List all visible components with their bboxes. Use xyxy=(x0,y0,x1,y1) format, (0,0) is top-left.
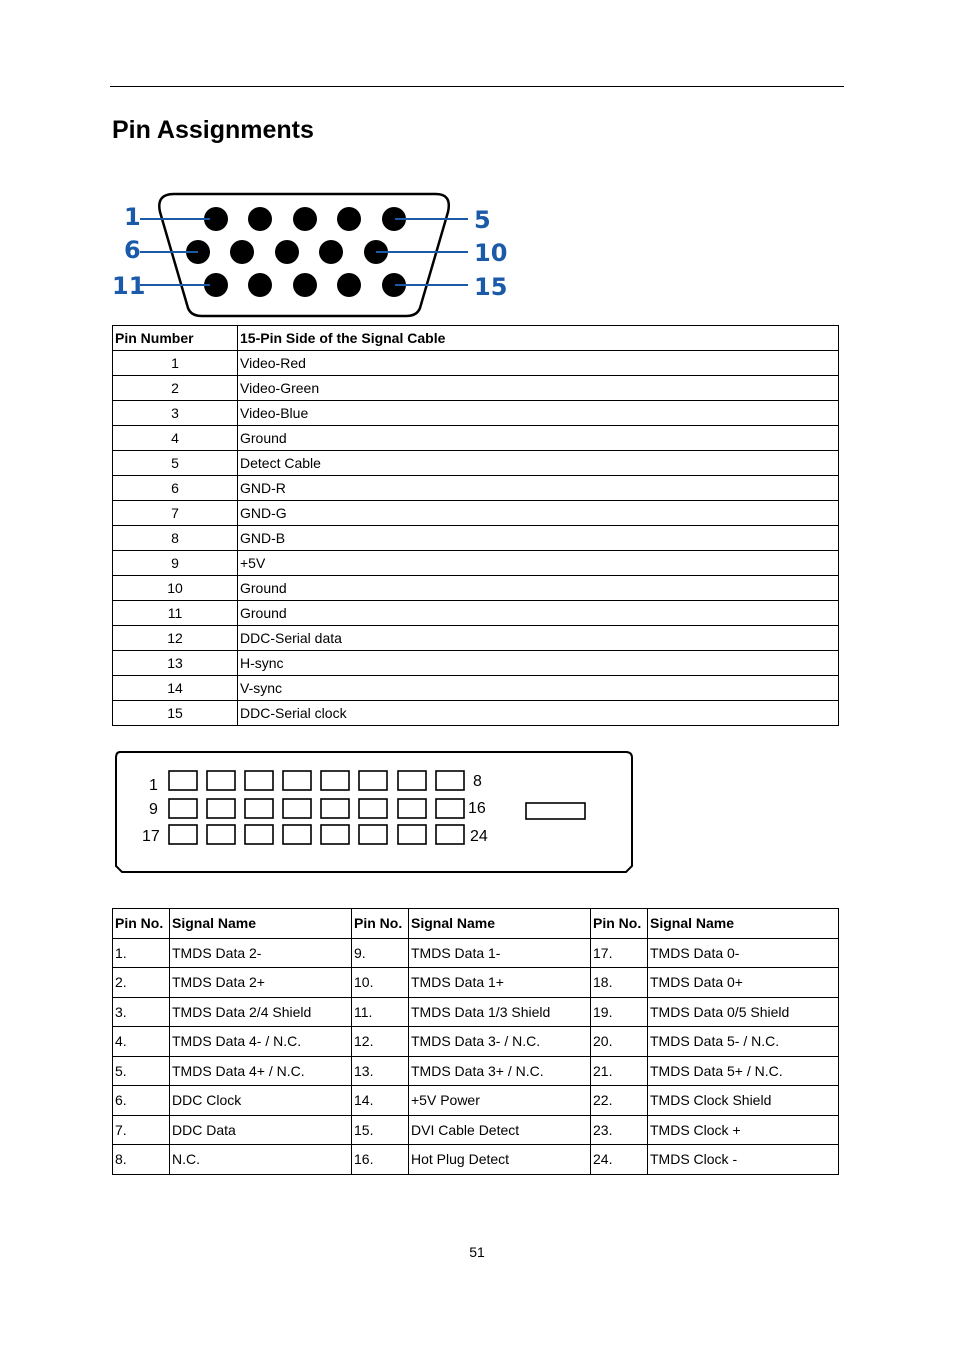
vga-pin xyxy=(337,207,361,231)
dvi-pin xyxy=(207,799,235,818)
signal-cell: Ground xyxy=(238,576,839,601)
signal-cell: TMDS Data 0/5 Shield xyxy=(648,997,839,1027)
signal-cell: TMDS Clock - xyxy=(648,1145,839,1175)
signal-cell: N.C. xyxy=(170,1145,352,1175)
pin-number-cell: 15. xyxy=(352,1115,409,1145)
column-header: Signal Name xyxy=(648,909,839,939)
column-header: Pin No. xyxy=(591,909,648,939)
table-row xyxy=(113,1027,839,1057)
table-header-row xyxy=(113,326,839,351)
vga-label-11: 11 xyxy=(112,272,146,300)
signal-cell: +5V xyxy=(238,551,839,576)
pin-number-cell: 12. xyxy=(352,1027,409,1057)
table-row xyxy=(113,526,839,551)
signal-cell: GND-G xyxy=(238,501,839,526)
dvi-connector-shell xyxy=(116,752,632,872)
pin-number-cell: 22. xyxy=(591,1086,648,1116)
table-row xyxy=(113,968,839,998)
pin-number-cell: 23. xyxy=(591,1115,648,1145)
signal-cell: Video-Red xyxy=(238,351,839,376)
dvi-pin xyxy=(283,771,311,790)
table-row xyxy=(113,1086,839,1116)
pin-number-cell: 4. xyxy=(113,1027,170,1057)
vga-pin xyxy=(230,240,254,264)
pin-number-cell: 7. xyxy=(113,1115,170,1145)
pin-number-cell: 6. xyxy=(113,1086,170,1116)
pin-number-cell: 3. xyxy=(113,997,170,1027)
pin-number-cell: 9. xyxy=(352,938,409,968)
signal-cell: GND-R xyxy=(238,476,839,501)
pin-number-cell: 6 xyxy=(113,476,238,501)
signal-cell: TMDS Data 5+ / N.C. xyxy=(648,1056,839,1086)
dvi-pin xyxy=(321,799,349,818)
table-row xyxy=(113,1056,839,1086)
pin-number-cell: 12 xyxy=(113,626,238,651)
pin-number-cell: 1. xyxy=(113,938,170,968)
signal-cell: H-sync xyxy=(238,651,839,676)
dvi-pin xyxy=(359,825,387,844)
dvi-label-1: 1 xyxy=(149,777,158,794)
signal-cell: TMDS Data 1- xyxy=(409,938,591,968)
vga-label-5: 5 xyxy=(474,206,491,234)
header-rule xyxy=(110,86,844,87)
dvi-pin xyxy=(169,771,197,790)
table-row xyxy=(113,1145,839,1175)
dvi-label-8: 8 xyxy=(473,773,482,790)
dvi-pin xyxy=(245,771,273,790)
table-row xyxy=(113,351,839,376)
pin-number-cell: 11 xyxy=(113,601,238,626)
vga-pin xyxy=(248,207,272,231)
dvi-pin xyxy=(245,799,273,818)
pin-number-cell: 8. xyxy=(113,1145,170,1175)
column-header: Pin No. xyxy=(113,909,170,939)
pin-number-cell: 13 xyxy=(113,651,238,676)
signal-cell: TMDS Data 0+ xyxy=(648,968,839,998)
pin-number-cell: 3 xyxy=(113,401,238,426)
vga-pins xyxy=(186,207,406,297)
table-row xyxy=(113,676,839,701)
table-row xyxy=(113,601,839,626)
signal-cell: GND-B xyxy=(238,526,839,551)
column-header: Signal Name xyxy=(170,909,352,939)
signal-cell: TMDS Data 1+ xyxy=(409,968,591,998)
vga-label-6: 6 xyxy=(124,236,141,264)
vga-pin xyxy=(337,273,361,297)
dvi-pin xyxy=(321,771,349,790)
signal-cell: DDC-Serial clock xyxy=(238,701,839,726)
vga-pin xyxy=(319,240,343,264)
dvi-pin xyxy=(398,799,426,818)
signal-cell: TMDS Data 2/4 Shield xyxy=(170,997,352,1027)
dvi-pin xyxy=(207,771,235,790)
vga-label-10: 10 xyxy=(474,239,508,267)
dvi-pin xyxy=(169,799,197,818)
signal-cell: Video-Green xyxy=(238,376,839,401)
pin-number-cell: 10 xyxy=(113,576,238,601)
table-row xyxy=(113,551,839,576)
table-row xyxy=(113,576,839,601)
pin-number-cell: 19. xyxy=(591,997,648,1027)
signal-cell: DDC-Serial data xyxy=(238,626,839,651)
table-row xyxy=(113,938,839,968)
vga-pin-table xyxy=(112,325,839,726)
pin-number-cell: 5 xyxy=(113,451,238,476)
pin-number-cell: 2. xyxy=(113,968,170,998)
vga-pin xyxy=(293,207,317,231)
signal-cell: TMDS Data 4+ / N.C. xyxy=(170,1056,352,1086)
table-row xyxy=(113,701,839,726)
pin-number-cell: 21. xyxy=(591,1056,648,1086)
dvi-label-16: 16 xyxy=(468,800,486,817)
pin-number-cell: 24. xyxy=(591,1145,648,1175)
table-row xyxy=(113,426,839,451)
dvi-pin xyxy=(321,825,349,844)
pin-number-cell: 2 xyxy=(113,376,238,401)
signal-cell: TMDS Data 4- / N.C. xyxy=(170,1027,352,1057)
signal-cell: TMDS Data 2- xyxy=(170,938,352,968)
table-row xyxy=(113,451,839,476)
pin-number-cell: 14. xyxy=(352,1086,409,1116)
pin-number-cell: 8 xyxy=(113,526,238,551)
table-row xyxy=(113,626,839,651)
pin-number-cell: 14 xyxy=(113,676,238,701)
table-row xyxy=(113,376,839,401)
pin-number-cell: 1 xyxy=(113,351,238,376)
signal-cell: Detect Cable xyxy=(238,451,839,476)
signal-cell: Ground xyxy=(238,601,839,626)
pin-number-cell: 18. xyxy=(591,968,648,998)
dvi-pin xyxy=(359,799,387,818)
table-row xyxy=(113,1115,839,1145)
signal-cell: +5V Power xyxy=(409,1086,591,1116)
dvi-pins xyxy=(169,771,464,844)
page-title: Pin Assignments xyxy=(112,116,314,144)
dvi-pin xyxy=(359,771,387,790)
dvi-pin xyxy=(207,825,235,844)
pin-number-cell: 9 xyxy=(113,551,238,576)
table-row xyxy=(113,476,839,501)
pin-number-cell: 7 xyxy=(113,501,238,526)
pin-number-cell: 20. xyxy=(591,1027,648,1057)
dvi-connector-diagram xyxy=(112,748,636,878)
dvi-pin xyxy=(436,825,464,844)
dvi-pin-table xyxy=(112,908,839,1175)
vga-pin xyxy=(275,240,299,264)
dvi-label-9: 9 xyxy=(149,801,158,818)
column-header: Pin Number xyxy=(113,326,238,351)
dvi-pin xyxy=(169,825,197,844)
signal-cell: DDC Clock xyxy=(170,1086,352,1116)
pin-number-cell: 4 xyxy=(113,426,238,451)
dvi-pin xyxy=(283,825,311,844)
pin-number-cell: 11. xyxy=(352,997,409,1027)
pin-number-cell: 5. xyxy=(113,1056,170,1086)
signal-cell: DDC Data xyxy=(170,1115,352,1145)
dvi-label-17: 17 xyxy=(142,828,160,845)
table-header-row xyxy=(113,909,839,939)
dvi-pin xyxy=(283,799,311,818)
column-header: Pin No. xyxy=(352,909,409,939)
vga-connector-diagram xyxy=(110,186,510,322)
signal-cell: DVI Cable Detect xyxy=(409,1115,591,1145)
signal-cell: Ground xyxy=(238,426,839,451)
dvi-pin xyxy=(398,825,426,844)
signal-cell: TMDS Clock + xyxy=(648,1115,839,1145)
pin-number-cell: 17. xyxy=(591,938,648,968)
pin-number-cell: 13. xyxy=(352,1056,409,1086)
pin-number-cell: 16. xyxy=(352,1145,409,1175)
dvi-pin xyxy=(398,771,426,790)
dvi-pin xyxy=(436,771,464,790)
pin-number-cell: 15 xyxy=(113,701,238,726)
signal-cell: Hot Plug Detect xyxy=(409,1145,591,1175)
signal-cell: TMDS Data 0- xyxy=(648,938,839,968)
signal-cell: V-sync xyxy=(238,676,839,701)
signal-cell: Video-Blue xyxy=(238,401,839,426)
page-number: 51 xyxy=(469,1244,485,1260)
table-row xyxy=(113,401,839,426)
table-row xyxy=(113,997,839,1027)
column-header: 15-Pin Side of the Signal Cable xyxy=(238,326,839,351)
signal-cell: TMDS Clock Shield xyxy=(648,1086,839,1116)
dvi-pin xyxy=(245,825,273,844)
signal-cell: TMDS Data 3- / N.C. xyxy=(409,1027,591,1057)
dvi-ground-blade xyxy=(526,803,585,819)
signal-cell: TMDS Data 1/3 Shield xyxy=(409,997,591,1027)
table-row xyxy=(113,651,839,676)
vga-label-15: 15 xyxy=(474,273,508,301)
column-header: Signal Name xyxy=(409,909,591,939)
signal-cell: TMDS Data 5- / N.C. xyxy=(648,1027,839,1057)
signal-cell: TMDS Data 2+ xyxy=(170,968,352,998)
pin-number-cell: 10. xyxy=(352,968,409,998)
vga-pin xyxy=(293,273,317,297)
dvi-label-24: 24 xyxy=(470,828,488,845)
dvi-pin xyxy=(436,799,464,818)
table-row xyxy=(113,501,839,526)
vga-label-1: 1 xyxy=(124,203,141,231)
vga-pin xyxy=(248,273,272,297)
signal-cell: TMDS Data 3+ / N.C. xyxy=(409,1056,591,1086)
